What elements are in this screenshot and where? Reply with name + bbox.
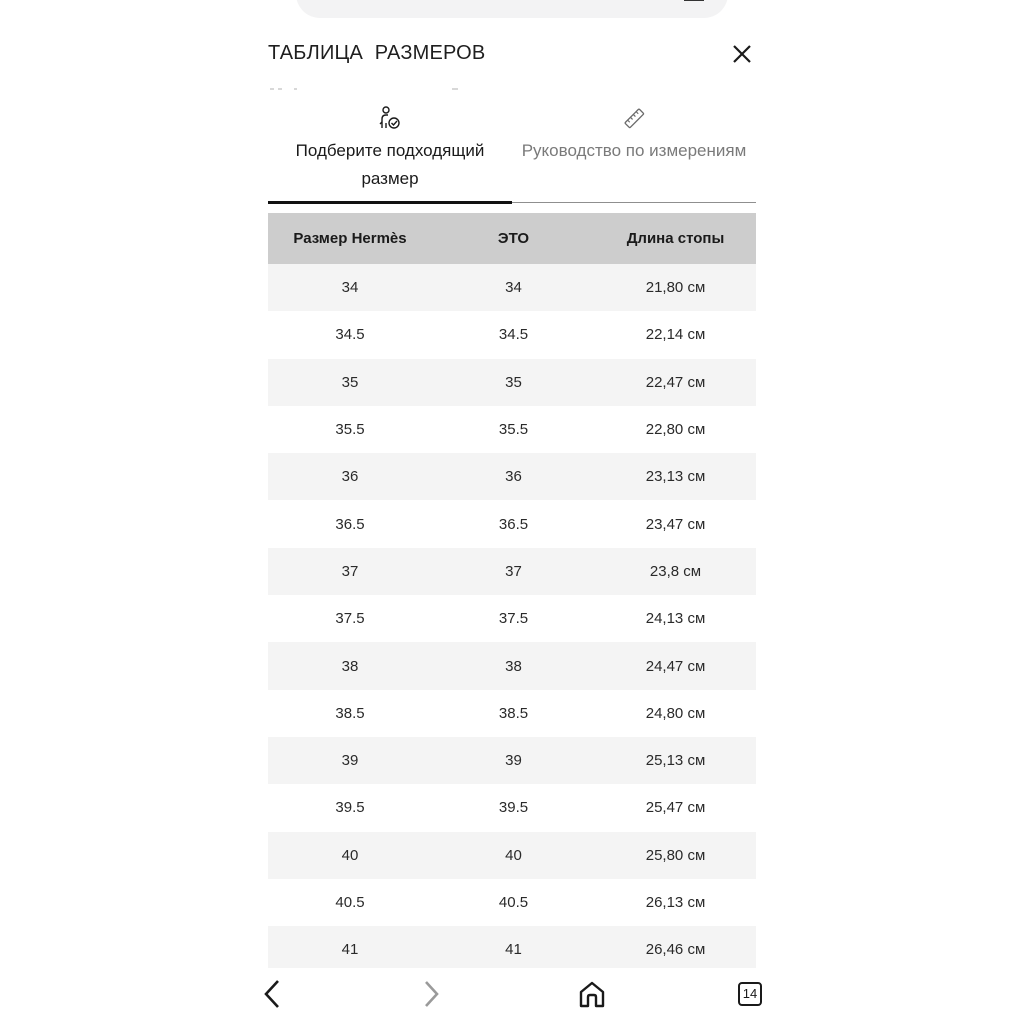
cell-hermes-size: 34 [341, 279, 359, 297]
cell-eto: 34.5 [498, 326, 529, 344]
cell-eto: 39.5 [498, 799, 529, 817]
table-row [268, 453, 756, 500]
table-row [268, 500, 756, 547]
person-check-icon [377, 105, 403, 131]
table-row [268, 784, 756, 831]
cell-hermes-size: 38 [341, 657, 359, 675]
cell-hermes-size: 37 [341, 562, 359, 580]
tab-measurement-guide[interactable] [512, 100, 756, 203]
cell-foot-length: 23,8 см [649, 562, 702, 580]
cell-hermes-size: 39.5 [335, 799, 365, 817]
cell-eto: 40.5 [498, 894, 529, 911]
cell-foot-length: 22,14 см [645, 326, 706, 344]
cell-foot-length: 24,13 см [645, 610, 706, 628]
close-icon[interactable] [731, 43, 753, 65]
table-row [268, 264, 756, 311]
cell-eto: 36 [505, 468, 522, 486]
cell-hermes-size: 38.5 [335, 704, 365, 722]
cell-hermes-size: 40.5 [335, 894, 365, 911]
table-row [268, 690, 756, 737]
cell-foot-length: 22,47 см [645, 373, 706, 391]
table-row [268, 595, 756, 642]
tab-find-size-label: Подберите подходящий размер [295, 141, 485, 188]
browser-bottom-bar [0, 970, 1024, 1024]
table-row [268, 359, 756, 406]
cell-hermes-size: 35.5 [335, 421, 365, 439]
cell-hermes-size: 34.5 [335, 326, 365, 344]
modal-title: ТАБЛИЦА РАЗМЕРОВ [268, 42, 486, 64]
table-body [268, 264, 756, 968]
cell-eto: 35 [505, 373, 522, 391]
table-row [268, 642, 756, 689]
cell-foot-length: 24,47 см [645, 657, 706, 675]
chevron-right-icon[interactable] [416, 978, 448, 1010]
cell-hermes-size: 37.5 [335, 610, 365, 628]
scrolled-text-remnant [268, 88, 468, 92]
cell-foot-length: 22,80 см [645, 421, 706, 439]
cell-foot-length: 26,13 см [645, 894, 706, 911]
cell-eto: 37 [505, 562, 522, 580]
table-row [268, 548, 756, 595]
table-row [268, 879, 756, 926]
header-foot-length: Длина стопы [626, 230, 725, 247]
cell-hermes-size: 36 [341, 468, 359, 486]
cell-foot-length: 23,13 см [645, 468, 706, 486]
cell-hermes-size: 35 [341, 373, 359, 391]
active-tab-indicator [268, 201, 512, 204]
size-table [268, 213, 756, 968]
cell-foot-length: 21,80 см [645, 279, 706, 297]
browser-address-bar[interactable] [296, 0, 728, 18]
table-header [268, 213, 756, 264]
cell-foot-length: 25,47 см [645, 799, 706, 817]
tab-find-size[interactable] [268, 100, 512, 203]
table-row [268, 832, 756, 879]
cell-eto: 38 [505, 657, 522, 675]
cell-foot-length: 25,80 см [645, 846, 706, 864]
chevron-left-icon[interactable] [258, 978, 290, 1010]
cell-hermes-size: 39 [341, 752, 359, 770]
menu-icon[interactable] [684, 0, 704, 1]
cell-foot-length: 24,80 см [645, 704, 706, 722]
cell-eto: 39 [505, 752, 522, 770]
cell-eto: 38.5 [498, 704, 529, 722]
cell-eto: 41 [505, 941, 522, 959]
home-icon[interactable] [576, 978, 608, 1010]
tab-count-button[interactable]: 14 [738, 982, 762, 1006]
cell-hermes-size: 41 [341, 941, 359, 959]
ruler-icon [621, 105, 647, 131]
table-row [268, 311, 756, 358]
cell-eto: 35.5 [498, 421, 529, 439]
cell-foot-length: 23,47 см [645, 515, 706, 533]
header-eto: ЭТО [497, 230, 530, 247]
cell-eto: 37.5 [498, 610, 529, 628]
cell-eto: 36.5 [498, 515, 529, 533]
cell-eto: 34 [505, 279, 522, 297]
cell-foot-length: 26,46 см [645, 941, 706, 959]
cell-eto: 40 [505, 846, 522, 864]
table-row [268, 406, 756, 453]
cell-foot-length: 25,13 см [645, 752, 706, 770]
size-tabs [268, 100, 756, 205]
table-row [268, 926, 756, 968]
table-row [268, 737, 756, 784]
cell-hermes-size: 40 [341, 846, 359, 864]
tab-measurement-guide-label: Руководство по измерениям [521, 141, 747, 160]
cell-hermes-size: 36.5 [335, 515, 365, 533]
header-hermes-size: Размер Hermès [293, 230, 407, 247]
